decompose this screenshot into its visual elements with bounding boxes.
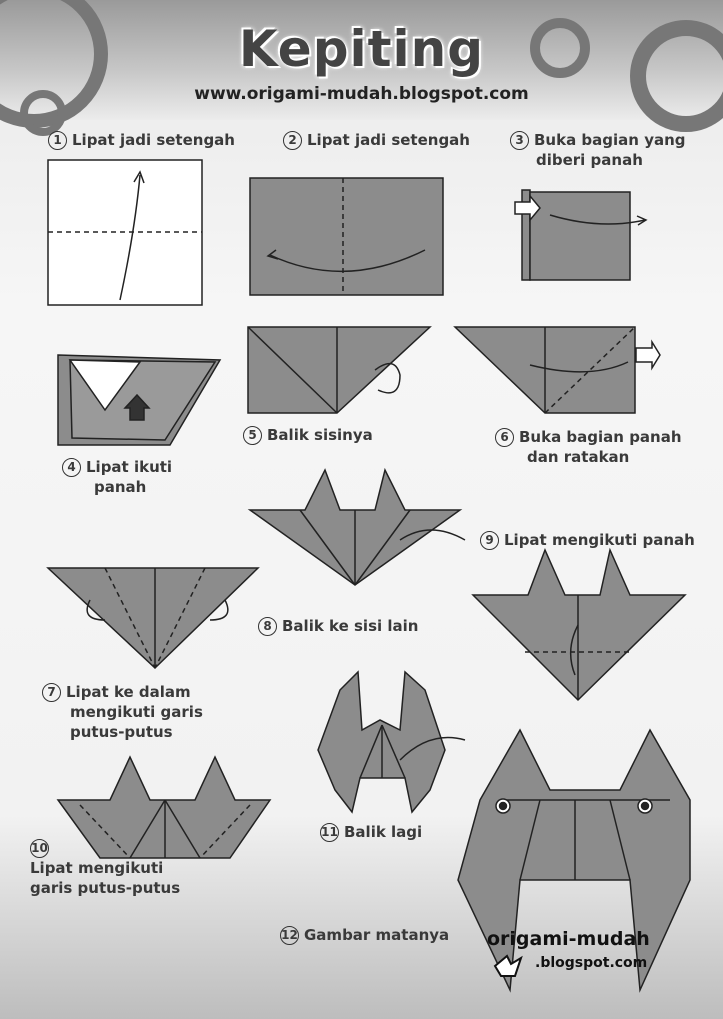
step-11-diagram [318,672,465,812]
blog-url: www.origami-mudah.blogspot.com [194,84,529,104]
step-9-diagram [473,550,685,700]
step-7-label: 7 Lipat ke dalam mengikuti garis putus-putus [42,682,203,742]
blog-logo-text: origami-mudah [487,928,650,950]
step-8-diagram [250,470,465,585]
step-2-diagram [250,178,443,295]
step-7-diagram [48,568,258,668]
step-5-label: 5 Balik sisinya [243,425,373,445]
step-6-diagram [455,327,660,413]
step-3-diagram [515,190,646,280]
step-4-diagram [58,355,220,445]
step-8-label: 8 Balik ke sisi lain [258,616,418,636]
page-title: Kepiting [238,20,485,78]
step-11-label: 11 Balik lagi [321,823,423,841]
origami-crane-logo-icon [493,952,523,980]
blog-logo-domain: .blogspot.com [535,955,648,971]
step-10-label: 10 Lipat mengikuti garis putus-putus [30,841,181,897]
step-9-label: 9 Lipat mengikuti panah [480,530,695,550]
step-6-label: 6 Buka bagian panah dan ratakan [495,427,682,467]
step-4-label: 4 Lipat ikuti panah [62,457,172,497]
step-1-diagram [48,160,202,305]
step-12-label: 12 Gambar matanya [281,926,450,944]
step-5-diagram [248,327,430,413]
step-2-label: 2 Lipat jadi setengah [283,130,470,150]
step-3-label: 3 Buka bagian yang diberi panah [510,130,686,170]
step-12-diagram [458,730,690,990]
step-1-label: 1 Lipat jadi setengah [48,130,235,150]
